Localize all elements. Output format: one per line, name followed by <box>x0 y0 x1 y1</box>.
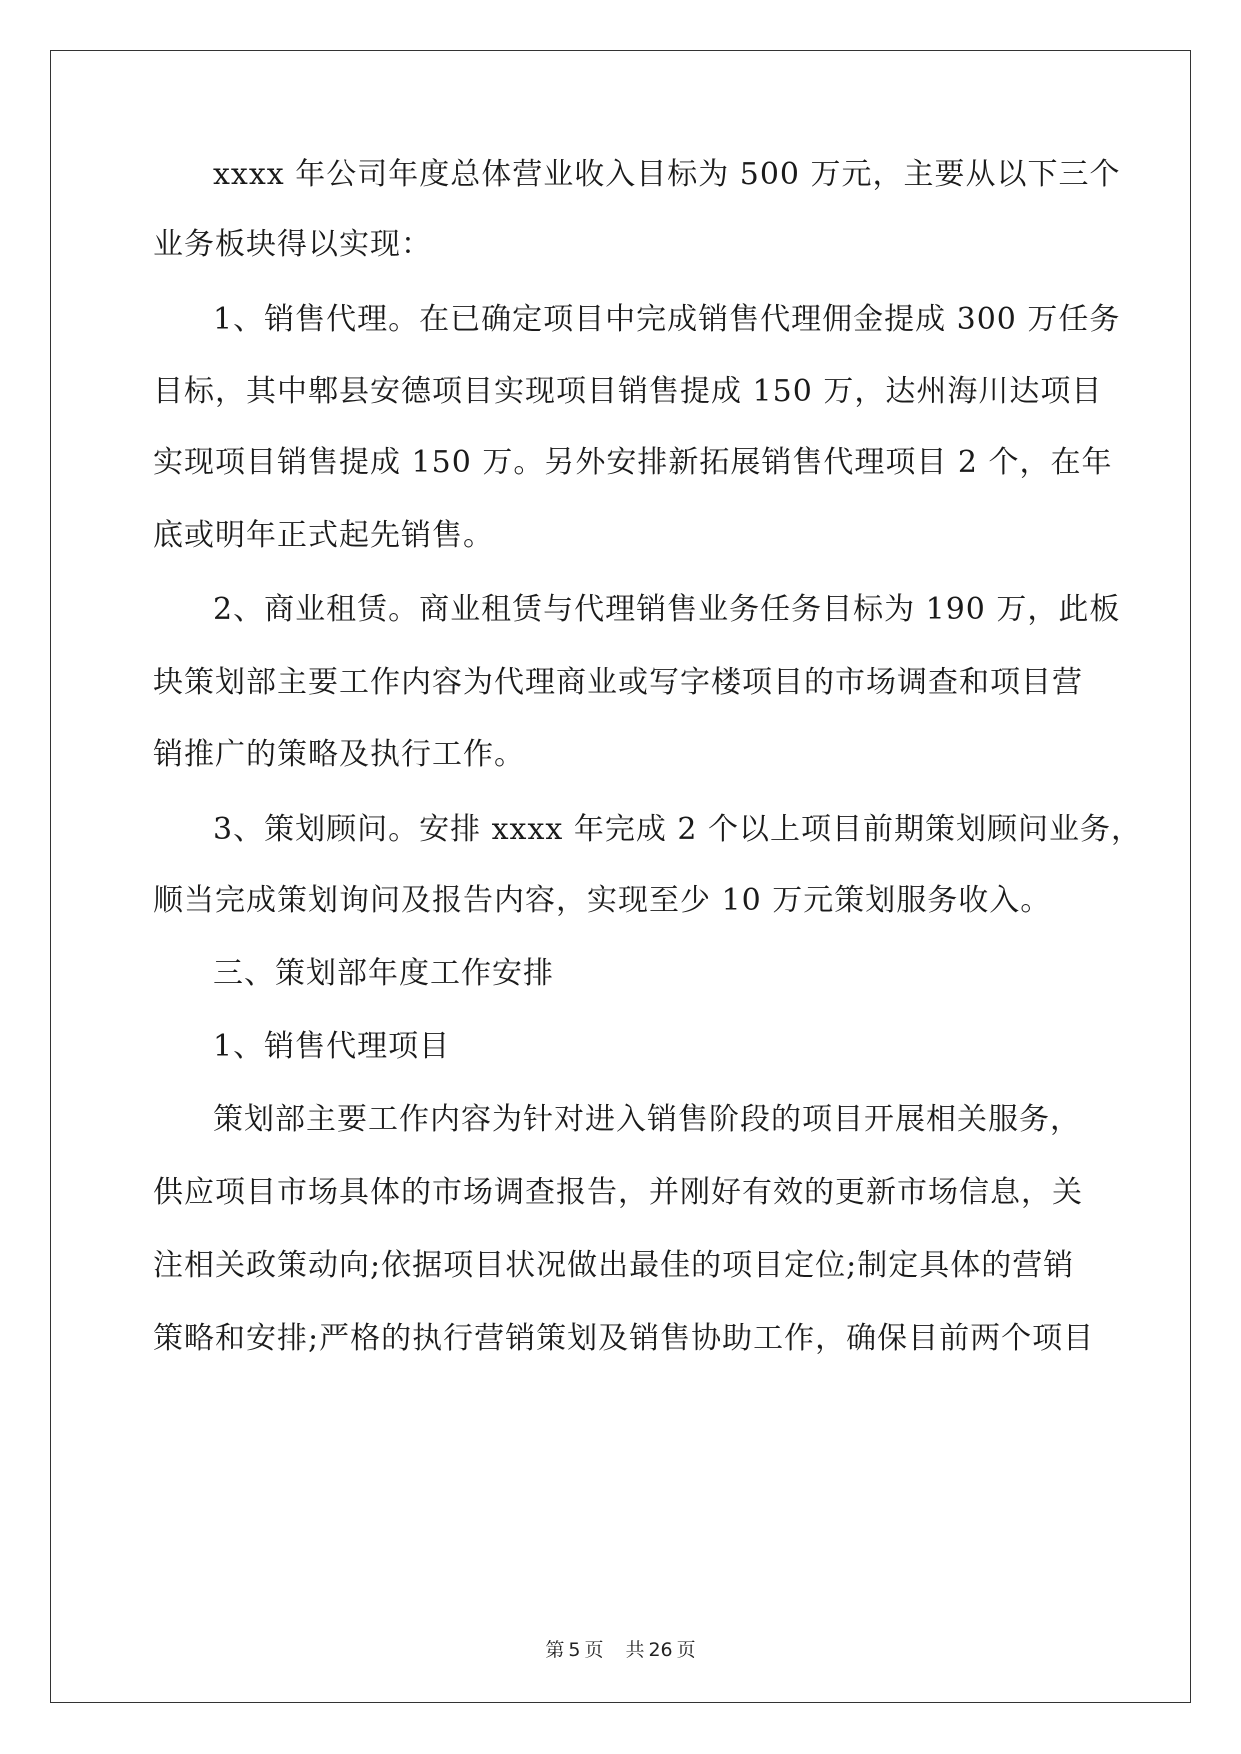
page-number: 5 <box>568 1639 581 1661</box>
page-footer <box>0 1635 1241 1662</box>
page-border <box>50 50 1191 1703</box>
text-line: 实现项目销售提成 150 万。另外安排新拓展销售代理项目 2 个，在年 <box>153 445 1113 480</box>
text-line: 策划部主要工作内容为针对进入销售阶段的项目开展相关服务， <box>213 1102 1081 1137</box>
text-line: 供应项目市场具体的市场调查报告，并刚好有效的更新市场信息，关 <box>153 1175 1083 1210</box>
page-prefix: 第 <box>545 1639 565 1661</box>
text-line: 策略和安排;严格的执行营销策划及销售协助工作，确保目前两个项目 <box>153 1321 1095 1356</box>
page-suffix: 页 <box>584 1639 604 1661</box>
text-line: 1、销售代理。在已确定项目中完成销售代理佣金提成 300 万任务 <box>213 302 1121 337</box>
total-suffix: 页 <box>676 1639 696 1661</box>
text-line: 销推广的策略及执行工作。 <box>153 737 525 772</box>
text-line: 块策划部主要工作内容为代理商业或写字楼项目的市场调查和项目营 <box>153 665 1083 700</box>
text-line: 顺当完成策划询问及报告内容，实现至少 10 万元策划服务收入。 <box>153 883 1052 918</box>
text-line: 注相关政策动向;依据项目状况做出最佳的项目定位;制定具体的营销 <box>153 1248 1075 1283</box>
text-line: xxxx 年公司年度总体营业收入目标为 500 万元，主要从以下三个 <box>213 157 1121 192</box>
section-heading: 三、策划部年度工作安排 <box>213 956 554 991</box>
text-line: 3、策划顾问。安排 xxxx 年完成 2 个以上项目前期策划顾问业务， <box>213 812 1142 847</box>
total-pages: 26 <box>648 1639 673 1661</box>
text-line: 目标，其中郫县安德项目实现项目销售提成 150 万，达州海川达项目 <box>153 374 1103 409</box>
text-line: 业务板块得以实现： <box>153 227 432 262</box>
text-line: 底或明年正式起先销售。 <box>153 518 494 553</box>
total-prefix: 共 <box>625 1639 645 1661</box>
text-line: 2、商业租赁。商业租赁与代理销售业务任务目标为 190 万，此板 <box>213 592 1121 627</box>
subsection-heading: 1、销售代理项目 <box>213 1029 451 1064</box>
